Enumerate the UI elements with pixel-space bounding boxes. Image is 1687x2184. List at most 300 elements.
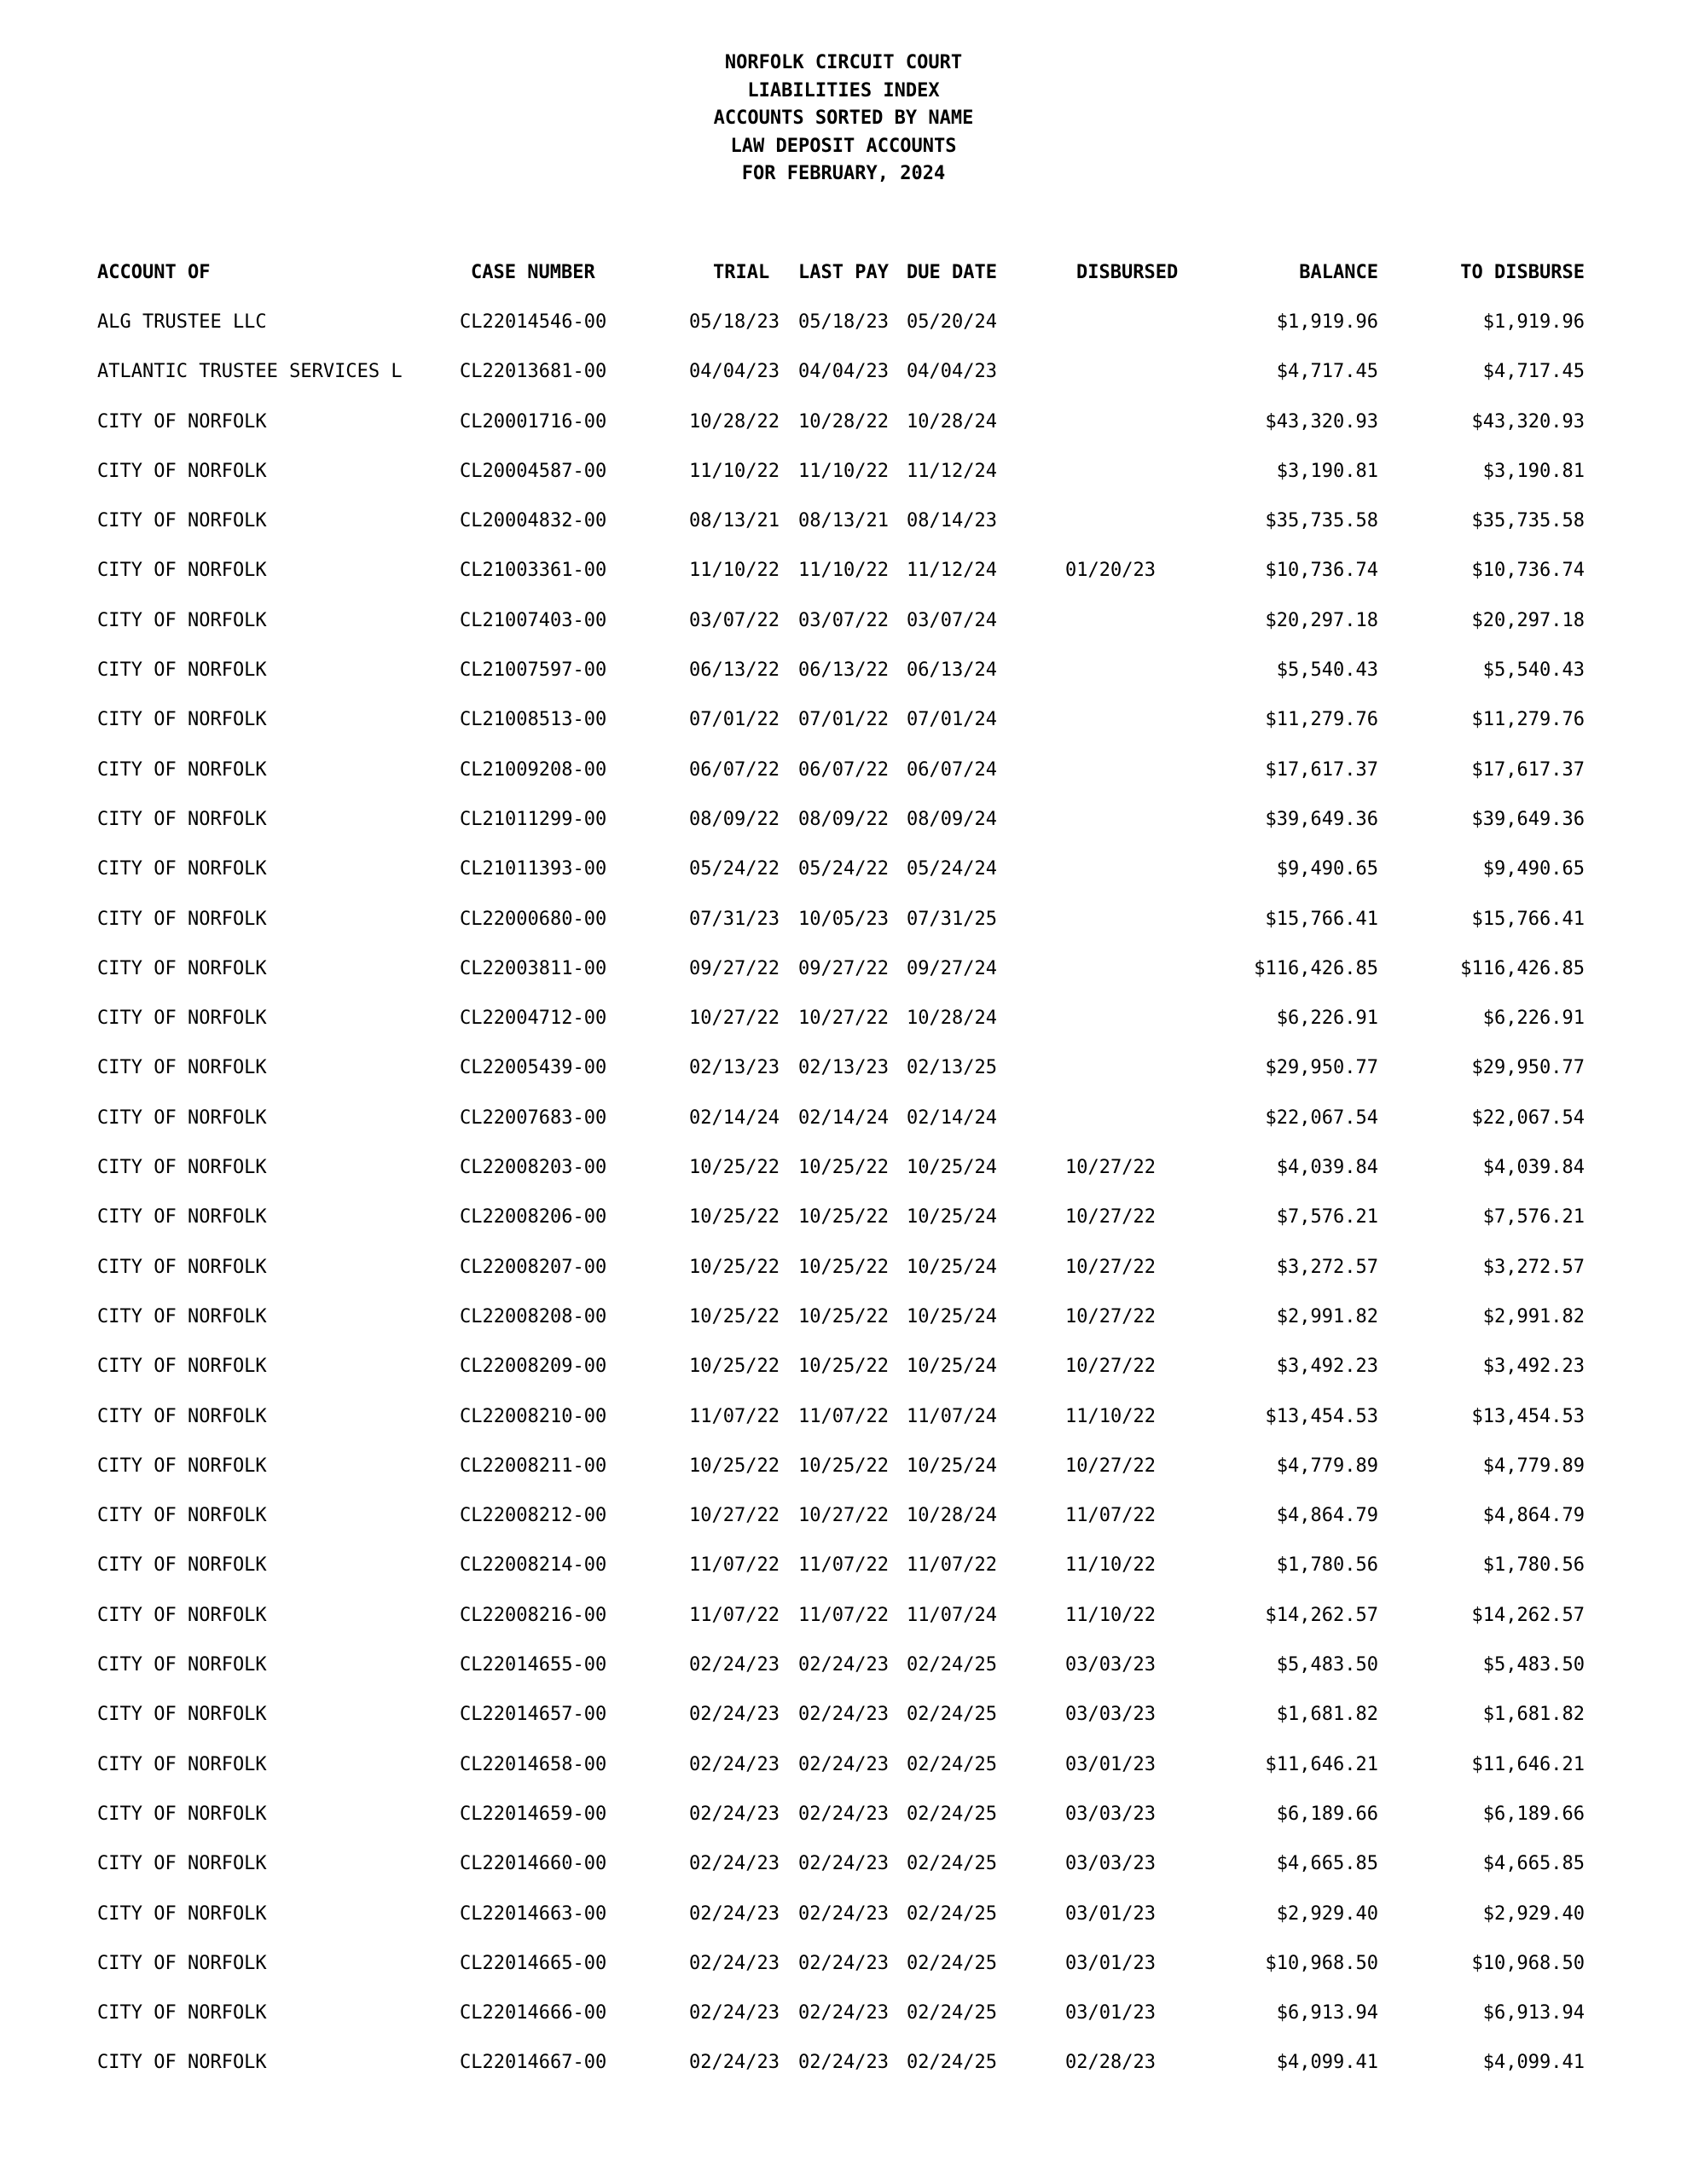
cell-due-date: 02/24/25 [907,1952,997,1974]
cell-last-pay-date: 10/25/22 [798,1356,889,1378]
cell-to-disburse: $5,483.50 [1482,1654,1585,1676]
table-row [0,755,1687,804]
cell-to-disburse: $3,190.81 [1482,460,1585,482]
cell-due-date: 02/24/25 [907,2002,997,2024]
cell-last-pay-date: 02/24/23 [798,1952,889,1974]
cell-to-disburse: $4,717.45 [1482,361,1585,383]
cell-to-disburse: $39,649.36 [1471,808,1585,830]
cell-account-of: CITY OF NORFOLK [97,1405,267,1427]
cell-due-date: 02/13/25 [907,1057,997,1079]
cell-balance: $1,681.82 [1276,1704,1378,1726]
column-header-to-disburse: TO DISBURSE [1460,262,1585,283]
cell-due-date: 08/09/24 [907,808,997,830]
cell-last-pay-date: 02/24/23 [798,1902,889,1925]
column-header-last-pay: LAST PAY [798,262,889,283]
cell-due-date: 02/24/25 [907,1753,997,1775]
cell-account-of: ALG TRUSTEE LLC [97,311,267,333]
table-row [0,1998,1687,2048]
cell-account-of: CITY OF NORFOLK [97,1505,267,1527]
cell-case-number: CL21007597-00 [460,659,607,682]
cell-due-date: 10/28/24 [907,1008,997,1030]
report-header [0,49,1687,189]
cell-last-pay-date: 02/24/23 [798,1803,889,1825]
cell-due-date: 03/07/24 [907,609,997,631]
cell-trial-date: 07/01/22 [689,709,780,731]
cell-account-of: CITY OF NORFOLK [97,1256,267,1278]
cell-balance: $1,919.96 [1276,311,1378,333]
cell-due-date: 10/28/24 [907,410,997,433]
cell-last-pay-date: 10/27/22 [798,1505,889,1527]
cell-balance: $22,067.54 [1265,1107,1378,1129]
cell-trial-date: 10/25/22 [689,1455,780,1477]
cell-case-number: CL22008210-00 [460,1405,607,1427]
table-row [0,555,1687,605]
cell-balance: $4,665.85 [1276,1853,1378,1875]
cell-balance: $3,492.23 [1276,1356,1378,1378]
cell-trial-date: 11/10/22 [689,460,780,482]
table-row [0,1003,1687,1053]
cell-balance: $2,991.82 [1276,1305,1378,1327]
cell-due-date: 07/01/24 [907,709,997,731]
cell-last-pay-date: 02/24/23 [798,1753,889,1775]
cell-account-of: CITY OF NORFOLK [97,957,267,979]
cell-due-date: 02/24/25 [907,1853,997,1875]
cell-case-number: CL20004587-00 [460,460,607,482]
cell-account-of: CITY OF NORFOLK [97,1157,267,1179]
report-sort-order: ACCOUNTS SORTED BY NAME [713,107,974,129]
cell-disbursed-date: 11/10/22 [1065,1554,1156,1577]
cell-case-number: CL22008206-00 [460,1206,607,1228]
cell-disbursed-date: 03/01/23 [1065,1952,1156,1974]
cell-to-disburse: $1,681.82 [1482,1704,1585,1726]
cell-to-disburse: $116,426.85 [1460,957,1585,979]
cell-balance: $14,262.57 [1265,1604,1378,1626]
cell-account-of: CITY OF NORFOLK [97,2002,267,2024]
cell-balance: $13,454.53 [1265,1405,1378,1427]
table-row [0,1650,1687,1699]
cell-case-number: CL22008208-00 [460,1305,607,1327]
cell-due-date: 02/24/25 [907,1654,997,1676]
cell-last-pay-date: 06/13/22 [798,659,889,682]
cell-trial-date: 05/18/23 [689,311,780,333]
table-row [0,606,1687,655]
cell-to-disburse: $6,189.66 [1482,1803,1585,1825]
cell-balance: $6,189.66 [1276,1803,1378,1825]
report-index-name: LIABILITIES INDEX [747,79,940,102]
cell-to-disburse: $1,780.56 [1482,1554,1585,1577]
column-header-account: ACCOUNT OF [97,262,211,283]
table-row [0,1501,1687,1550]
cell-last-pay-date: 10/27/22 [798,1008,889,1030]
cell-due-date: 02/14/24 [907,1107,997,1129]
cell-case-number: CL22008214-00 [460,1554,607,1577]
cell-to-disburse: $35,735.58 [1471,510,1585,532]
cell-balance: $5,540.43 [1276,659,1378,682]
cell-due-date: 11/07/24 [907,1405,997,1427]
table-row [0,1699,1687,1749]
cell-account-of: CITY OF NORFOLK [97,659,267,682]
table-row [0,2048,1687,2097]
cell-last-pay-date: 02/24/23 [798,1853,889,1875]
cell-balance: $9,490.65 [1276,858,1378,880]
cell-account-of: CITY OF NORFOLK [97,460,267,482]
cell-case-number: CL22014659-00 [460,1803,607,1825]
cell-account-of: CITY OF NORFOLK [97,1803,267,1825]
cell-due-date: 10/25/24 [907,1256,997,1278]
cell-due-date: 10/25/24 [907,1206,997,1228]
cell-last-pay-date: 10/25/22 [798,1206,889,1228]
column-header-disbursed: DISBURSED [1076,262,1179,283]
cell-due-date: 05/20/24 [907,311,997,333]
cell-last-pay-date: 02/24/23 [798,2052,889,2074]
cell-last-pay-date: 10/25/22 [798,1157,889,1179]
cell-case-number: CL22014665-00 [460,1952,607,1974]
cell-account-of: CITY OF NORFOLK [97,758,267,781]
cell-to-disburse: $17,617.37 [1471,758,1585,781]
cell-trial-date: 11/07/22 [689,1604,780,1626]
table-row [0,1750,1687,1799]
table-row [0,904,1687,954]
cell-due-date: 11/07/22 [907,1554,997,1577]
cell-balance: $3,190.81 [1276,460,1378,482]
cell-last-pay-date: 02/14/24 [798,1107,889,1129]
cell-account-of: CITY OF NORFOLK [97,1107,267,1129]
table-row [0,655,1687,705]
cell-balance: $3,272.57 [1276,1256,1378,1278]
cell-account-of: ATLANTIC TRUSTEE SERVICES L [97,361,403,383]
cell-balance: $11,646.21 [1265,1753,1378,1775]
cell-balance: $43,320.93 [1265,410,1378,433]
cell-case-number: CL22004712-00 [460,1008,607,1030]
table-row [0,954,1687,1003]
table-row [0,705,1687,754]
cell-due-date: 09/27/24 [907,957,997,979]
cell-to-disburse: $14,262.57 [1471,1604,1585,1626]
table-row [0,1949,1687,1998]
cell-trial-date: 11/07/22 [689,1405,780,1427]
cell-trial-date: 02/13/23 [689,1057,780,1079]
cell-balance: $39,649.36 [1265,808,1378,830]
cell-due-date: 06/13/24 [907,659,997,682]
cell-last-pay-date: 11/07/22 [798,1604,889,1626]
cell-case-number: CL22014660-00 [460,1853,607,1875]
cell-due-date: 10/25/24 [907,1356,997,1378]
report-account-type: LAW DEPOSIT ACCOUNTS [730,135,957,157]
cell-case-number: CL22008212-00 [460,1505,607,1527]
cell-last-pay-date: 11/10/22 [798,460,889,482]
cell-account-of: CITY OF NORFOLK [97,2052,267,2074]
cell-account-of: CITY OF NORFOLK [97,609,267,631]
cell-due-date: 05/24/24 [907,858,997,880]
table-row [0,307,1687,357]
cell-account-of: CITY OF NORFOLK [97,1654,267,1676]
cell-disbursed-date: 10/27/22 [1065,1356,1156,1378]
table-row [0,357,1687,406]
cell-case-number: CL21003361-00 [460,560,607,582]
cell-disbursed-date: 10/27/22 [1065,1206,1156,1228]
cell-last-pay-date: 11/07/22 [798,1554,889,1577]
cell-case-number: CL20001716-00 [460,410,607,433]
cell-due-date: 07/31/25 [907,908,997,930]
cell-last-pay-date: 02/24/23 [798,2002,889,2024]
cell-disbursed-date: 03/03/23 [1065,1704,1156,1726]
cell-case-number: CL22014658-00 [460,1753,607,1775]
cell-disbursed-date: 03/03/23 [1065,1654,1156,1676]
cell-trial-date: 10/28/22 [689,410,780,433]
table-row [0,506,1687,555]
cell-case-number: CL22013681-00 [460,361,607,383]
cell-disbursed-date: 10/27/22 [1065,1305,1156,1327]
cell-case-number: CL22014546-00 [460,311,607,333]
cell-balance: $15,766.41 [1265,908,1378,930]
cell-case-number: CL22003811-00 [460,957,607,979]
report-period: FOR FEBRUARY, 2024 [741,163,946,184]
cell-account-of: CITY OF NORFOLK [97,1952,267,1974]
cell-disbursed-date: 10/27/22 [1065,1157,1156,1179]
cell-to-disburse: $2,991.82 [1482,1305,1585,1327]
table-row [0,1202,1687,1252]
cell-last-pay-date: 07/01/22 [798,709,889,731]
column-header-balance: BALANCE [1299,262,1378,283]
table-row [0,1849,1687,1898]
cell-trial-date: 11/10/22 [689,560,780,582]
cell-balance: $10,736.74 [1265,560,1378,582]
cell-disbursed-date: 03/01/23 [1065,1902,1156,1925]
cell-account-of: CITY OF NORFOLK [97,1704,267,1726]
cell-to-disburse: $11,646.21 [1471,1753,1585,1775]
cell-case-number: CL22008203-00 [460,1157,607,1179]
cell-last-pay-date: 02/24/23 [798,1654,889,1676]
cell-account-of: CITY OF NORFOLK [97,1853,267,1875]
column-header-due-date: DUE DATE [907,262,997,283]
cell-case-number: CL22008209-00 [460,1356,607,1378]
cell-trial-date: 10/27/22 [689,1008,780,1030]
cell-balance: $4,717.45 [1276,361,1378,383]
cell-case-number: CL21009208-00 [460,758,607,781]
cell-to-disburse: $13,454.53 [1471,1405,1585,1427]
cell-account-of: CITY OF NORFOLK [97,1305,267,1327]
cell-trial-date: 10/27/22 [689,1505,780,1527]
table-row [0,1053,1687,1102]
cell-trial-date: 10/25/22 [689,1256,780,1278]
column-header-case-number: CASE NUMBER [471,262,595,283]
cell-disbursed-date: 01/20/23 [1065,560,1156,582]
cell-account-of: CITY OF NORFOLK [97,1206,267,1228]
cell-to-disburse: $4,779.89 [1482,1455,1585,1477]
cell-balance: $4,779.89 [1276,1455,1378,1477]
cell-balance: $29,950.77 [1265,1057,1378,1079]
cell-balance: $116,426.85 [1254,957,1378,979]
cell-case-number: CL22000680-00 [460,908,607,930]
cell-to-disburse: $3,272.57 [1482,1256,1585,1278]
cell-balance: $17,617.37 [1265,758,1378,781]
table-row [0,1799,1687,1849]
table-row [0,456,1687,506]
cell-case-number: CL22008216-00 [460,1604,607,1626]
cell-trial-date: 09/27/22 [689,957,780,979]
column-header-trial: TRIAL [713,262,770,283]
cell-account-of: CITY OF NORFOLK [97,410,267,433]
cell-last-pay-date: 03/07/22 [798,609,889,631]
cell-last-pay-date: 10/25/22 [798,1256,889,1278]
cell-due-date: 02/24/25 [907,1704,997,1726]
cell-to-disburse: $10,736.74 [1471,560,1585,582]
cell-due-date: 10/25/24 [907,1157,997,1179]
cell-to-disburse: $10,968.50 [1471,1952,1585,1974]
cell-account-of: CITY OF NORFOLK [97,1554,267,1577]
cell-to-disburse: $9,490.65 [1482,858,1585,880]
cell-case-number: CL20004832-00 [460,510,607,532]
cell-case-number: CL21011299-00 [460,808,607,830]
table-header [0,258,1687,288]
cell-balance: $20,297.18 [1265,609,1378,631]
cell-balance: $35,735.58 [1265,510,1378,532]
cell-last-pay-date: 09/27/22 [798,957,889,979]
cell-to-disburse: $5,540.43 [1482,659,1585,682]
cell-balance: $2,929.40 [1276,1902,1378,1925]
cell-account-of: CITY OF NORFOLK [97,1902,267,1925]
cell-case-number: CL22008211-00 [460,1455,607,1477]
cell-case-number: CL22005439-00 [460,1057,607,1079]
table-row [0,1252,1687,1302]
cell-trial-date: 04/04/23 [689,361,780,383]
cell-due-date: 02/24/25 [907,1803,997,1825]
cell-account-of: CITY OF NORFOLK [97,1753,267,1775]
cell-to-disburse: $22,067.54 [1471,1107,1585,1129]
report-court-name: NORFOLK CIRCUIT COURT [724,52,963,73]
cell-last-pay-date: 08/09/22 [798,808,889,830]
cell-trial-date: 03/07/22 [689,609,780,631]
table-row [0,1899,1687,1949]
table-row [0,1351,1687,1401]
cell-due-date: 08/14/23 [907,510,997,532]
cell-to-disburse: $6,913.94 [1482,2002,1585,2024]
table-row [0,1451,1687,1501]
cell-trial-date: 02/24/23 [689,1853,780,1875]
cell-balance: $10,968.50 [1265,1952,1378,1974]
cell-account-of: CITY OF NORFOLK [97,1356,267,1378]
cell-to-disburse: $29,950.77 [1471,1057,1585,1079]
cell-trial-date: 08/13/21 [689,510,780,532]
cell-disbursed-date: 11/10/22 [1065,1405,1156,1427]
cell-case-number: CL22014655-00 [460,1654,607,1676]
cell-to-disburse: $20,297.18 [1471,609,1585,631]
cell-disbursed-date: 02/28/23 [1065,2052,1156,2074]
cell-trial-date: 06/07/22 [689,758,780,781]
cell-last-pay-date: 10/25/22 [798,1455,889,1477]
cell-disbursed-date: 03/01/23 [1065,2002,1156,2024]
cell-last-pay-date: 05/18/23 [798,311,889,333]
cell-balance: $1,780.56 [1276,1554,1378,1577]
cell-disbursed-date: 10/27/22 [1065,1455,1156,1477]
cell-case-number: CL22014667-00 [460,2052,607,2074]
cell-last-pay-date: 10/05/23 [798,908,889,930]
cell-account-of: CITY OF NORFOLK [97,858,267,880]
cell-due-date: 10/25/24 [907,1455,997,1477]
cell-last-pay-date: 11/07/22 [798,1405,889,1427]
cell-account-of: CITY OF NORFOLK [97,1008,267,1030]
cell-case-number: CL21007403-00 [460,609,607,631]
cell-due-date: 04/04/23 [907,361,997,383]
cell-case-number: CL22014663-00 [460,1902,607,1925]
cell-trial-date: 02/14/24 [689,1107,780,1129]
cell-trial-date: 02/24/23 [689,2002,780,2024]
cell-balance: $4,099.41 [1276,2052,1378,2074]
cell-case-number: CL22008207-00 [460,1256,607,1278]
cell-due-date: 02/24/25 [907,1902,997,1925]
cell-disbursed-date: 11/10/22 [1065,1604,1156,1626]
cell-last-pay-date: 02/24/23 [798,1704,889,1726]
cell-case-number: CL22014657-00 [460,1704,607,1726]
cell-trial-date: 07/31/23 [689,908,780,930]
cell-to-disburse: $4,039.84 [1482,1157,1585,1179]
cell-disbursed-date: 03/03/23 [1065,1853,1156,1875]
cell-trial-date: 06/13/22 [689,659,780,682]
cell-disbursed-date: 11/07/22 [1065,1505,1156,1527]
cell-to-disburse: $7,576.21 [1482,1206,1585,1228]
cell-last-pay-date: 10/28/22 [798,410,889,433]
cell-case-number: CL21008513-00 [460,709,607,731]
cell-trial-date: 02/24/23 [689,1803,780,1825]
cell-account-of: CITY OF NORFOLK [97,808,267,830]
cell-due-date: 10/25/24 [907,1305,997,1327]
cell-trial-date: 02/24/23 [689,1902,780,1925]
cell-trial-date: 02/24/23 [689,1654,780,1676]
cell-to-disburse: $15,766.41 [1471,908,1585,930]
cell-trial-date: 02/24/23 [689,2052,780,2074]
cell-to-disburse: $6,226.91 [1482,1008,1585,1030]
cell-to-disburse: $3,492.23 [1482,1356,1585,1378]
cell-trial-date: 02/24/23 [689,1704,780,1726]
table-row [0,1600,1687,1650]
cell-account-of: CITY OF NORFOLK [97,1455,267,1477]
table-row [0,1302,1687,1351]
cell-disbursed-date: 10/27/22 [1065,1256,1156,1278]
cell-due-date: 02/24/25 [907,2052,997,2074]
cell-disbursed-date: 03/01/23 [1065,1753,1156,1775]
cell-due-date: 11/12/24 [907,560,997,582]
cell-balance: $6,226.91 [1276,1008,1378,1030]
cell-trial-date: 02/24/23 [689,1952,780,1974]
cell-last-pay-date: 05/24/22 [798,858,889,880]
cell-last-pay-date: 08/13/21 [798,510,889,532]
cell-balance: $5,483.50 [1276,1654,1378,1676]
cell-balance: $6,913.94 [1276,2002,1378,2024]
cell-disbursed-date: 03/03/23 [1065,1803,1156,1825]
cell-account-of: CITY OF NORFOLK [97,1604,267,1626]
cell-case-number: CL22007683-00 [460,1107,607,1129]
cell-balance: $7,576.21 [1276,1206,1378,1228]
cell-last-pay-date: 04/04/23 [798,361,889,383]
accounts-table [0,307,1687,2098]
cell-case-number: CL21011393-00 [460,858,607,880]
table-row [0,854,1687,903]
cell-account-of: CITY OF NORFOLK [97,908,267,930]
cell-to-disburse: $4,864.79 [1482,1505,1585,1527]
cell-trial-date: 10/25/22 [689,1157,780,1179]
cell-to-disburse: $1,919.96 [1482,311,1585,333]
cell-due-date: 11/07/24 [907,1604,997,1626]
cell-last-pay-date: 02/13/23 [798,1057,889,1079]
cell-trial-date: 10/25/22 [689,1356,780,1378]
cell-to-disburse: $2,929.40 [1482,1902,1585,1925]
cell-to-disburse: $4,665.85 [1482,1853,1585,1875]
table-row [0,1402,1687,1451]
cell-account-of: CITY OF NORFOLK [97,560,267,582]
table-row [0,1153,1687,1202]
cell-due-date: 06/07/24 [907,758,997,781]
cell-trial-date: 02/24/23 [689,1753,780,1775]
